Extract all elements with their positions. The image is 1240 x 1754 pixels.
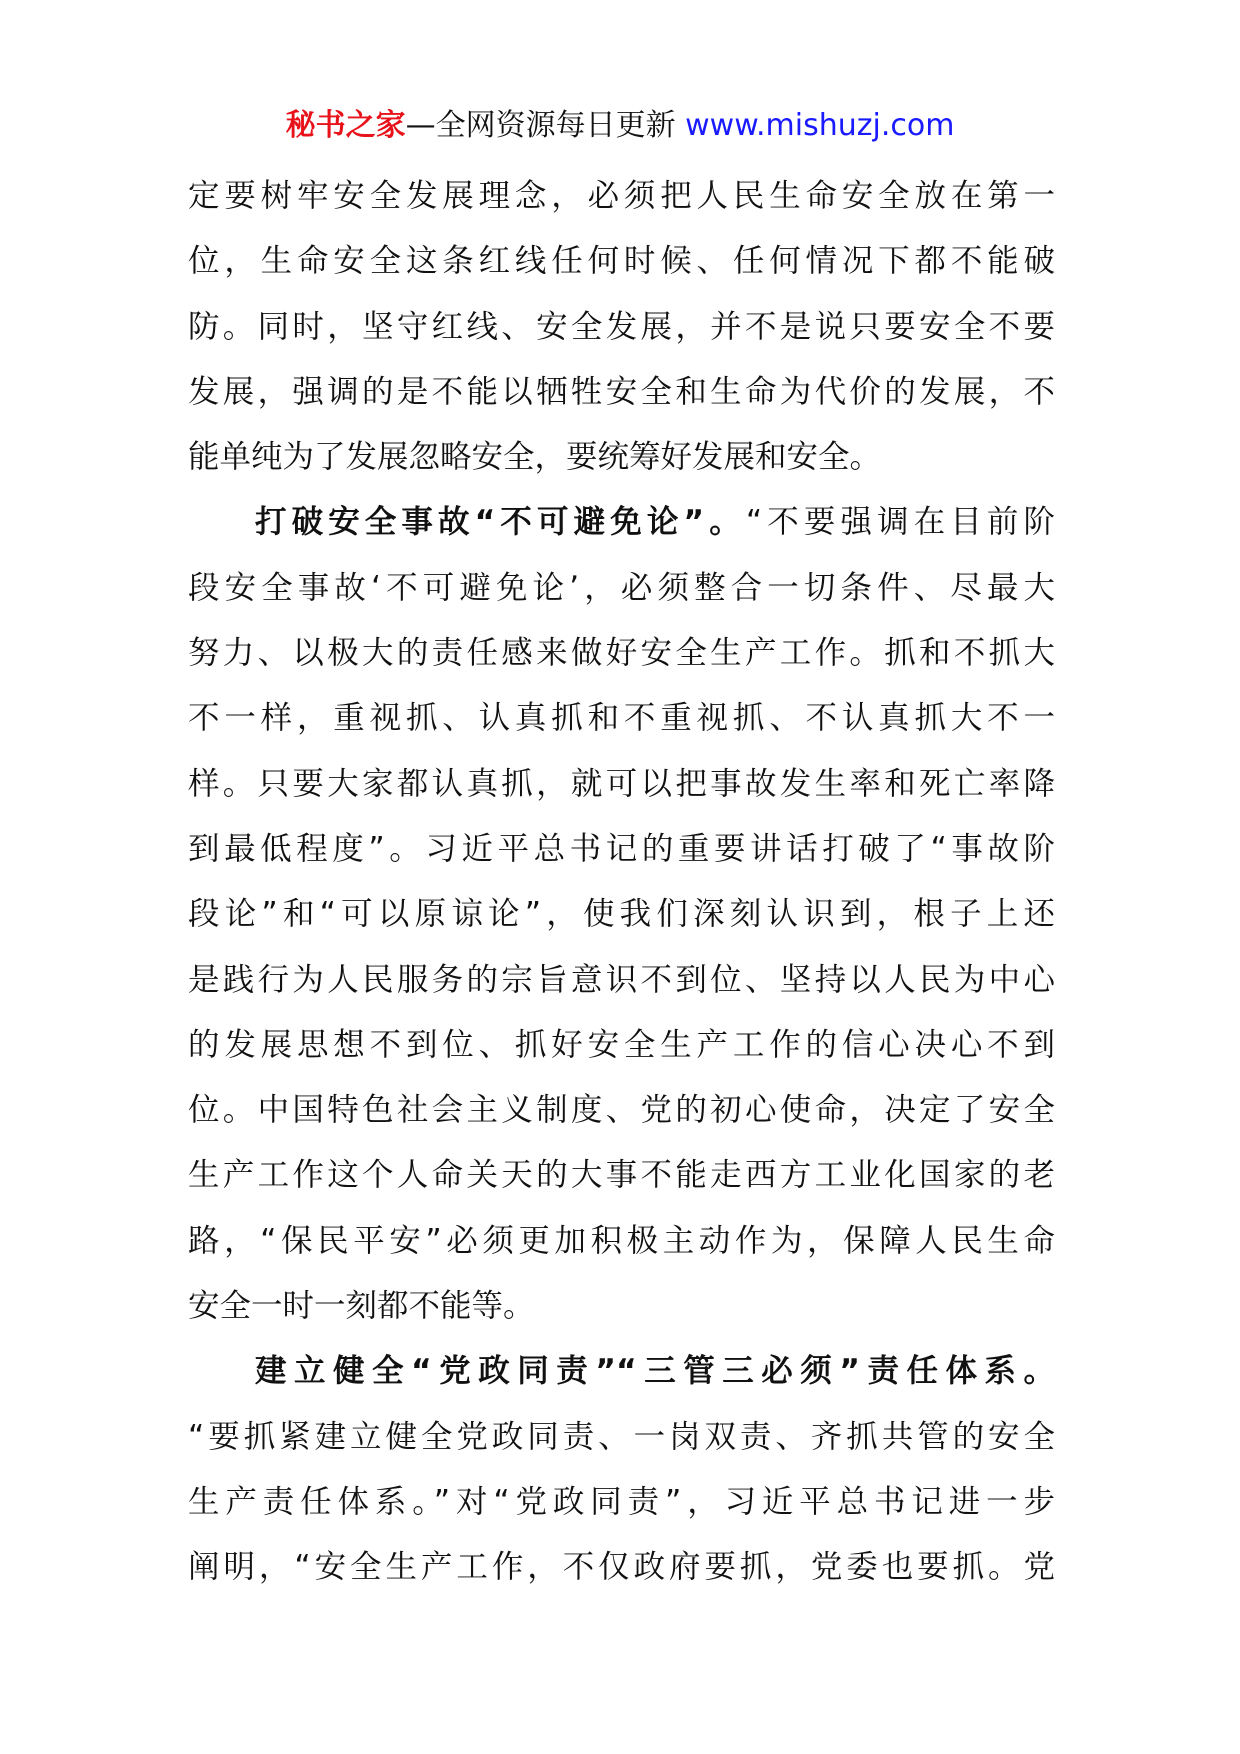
- site-url: www.mishuzj.com: [685, 108, 955, 143]
- section-heading: 建立健全“党政同责”“三管三必须”责任体系。: [255, 1353, 1055, 1390]
- document-body: [188, 164, 1055, 1601]
- text-line: 的发展思想不到位、抓好安全生产工作的信心决心不到: [188, 1026, 1055, 1063]
- text-line: 安全一时一刻都不能等。: [188, 1288, 535, 1325]
- section-heading: 打破安全事故“不可避免论”。: [255, 504, 746, 541]
- text-line: 定要树牢安全发展理念，必须把人民生命安全放在第一: [188, 178, 1055, 214]
- text-line: 位，生命安全这条红线任何时候、任何情况下都不能破: [188, 243, 1055, 280]
- site-brand: 秘书之家: [285, 108, 406, 143]
- text-line: 能单纯为了发展忽略安全，要统筹好发展和安全。: [188, 439, 882, 476]
- text-line: 阐明，“安全生产工作，不仅政府要抓，党委也要抓。党: [188, 1549, 1055, 1586]
- text-line: 生产责任体系。”对“党政同责”，习近平总书记进一步: [188, 1483, 1055, 1520]
- text-line: 段论”和“可以原谅论”，使我们深刻认识到，根子上还: [188, 896, 1055, 933]
- text-line: 发展，强调的是不能以牺牲安全和生命为代价的发展，不: [188, 373, 1055, 410]
- section-heading-line: [188, 490, 1055, 555]
- text-line: 生产工作这个人命关天的大事不能走西方工业化国家的老: [188, 1157, 1055, 1194]
- text-line: 不一样，重视抓、认真抓和不重视抓、不认真抓大不一: [188, 700, 1055, 737]
- site-tagline: —全网资源每日更新: [405, 108, 686, 143]
- text-line-continuation: “不要强调在目前阶: [745, 504, 1055, 541]
- text-line: 防。同时，坚守红线、安全发展，并不是说只要安全不要: [188, 308, 1055, 345]
- text-line: 到最低程度”。习近平总书记的重要讲话打破了“事故阶: [188, 830, 1055, 867]
- section-heading-line: [188, 1339, 1055, 1404]
- page-header: [0, 98, 1240, 154]
- text-line: 样。只要大家都认真抓，就可以把事故发生率和死亡率降: [188, 765, 1055, 802]
- text-line: 是践行为人民服务的宗旨意识不到位、坚持以人民为中心: [188, 961, 1055, 998]
- text-line: 路，“保民平安”必须更加积极主动作为，保障人民生命: [188, 1222, 1055, 1259]
- text-line: 位。中国特色社会主义制度、党的初心使命，决定了安全: [188, 1092, 1055, 1129]
- text-line: “要抓紧建立健全党政同责、一岗双责、齐抓共管的安全: [188, 1418, 1055, 1455]
- text-line: 努力、以极大的责任感来做好安全生产工作。抓和不抓大: [188, 635, 1055, 672]
- text-line: 段安全事故‘不可避免论’，必须整合一切条件、尽最大: [188, 569, 1055, 606]
